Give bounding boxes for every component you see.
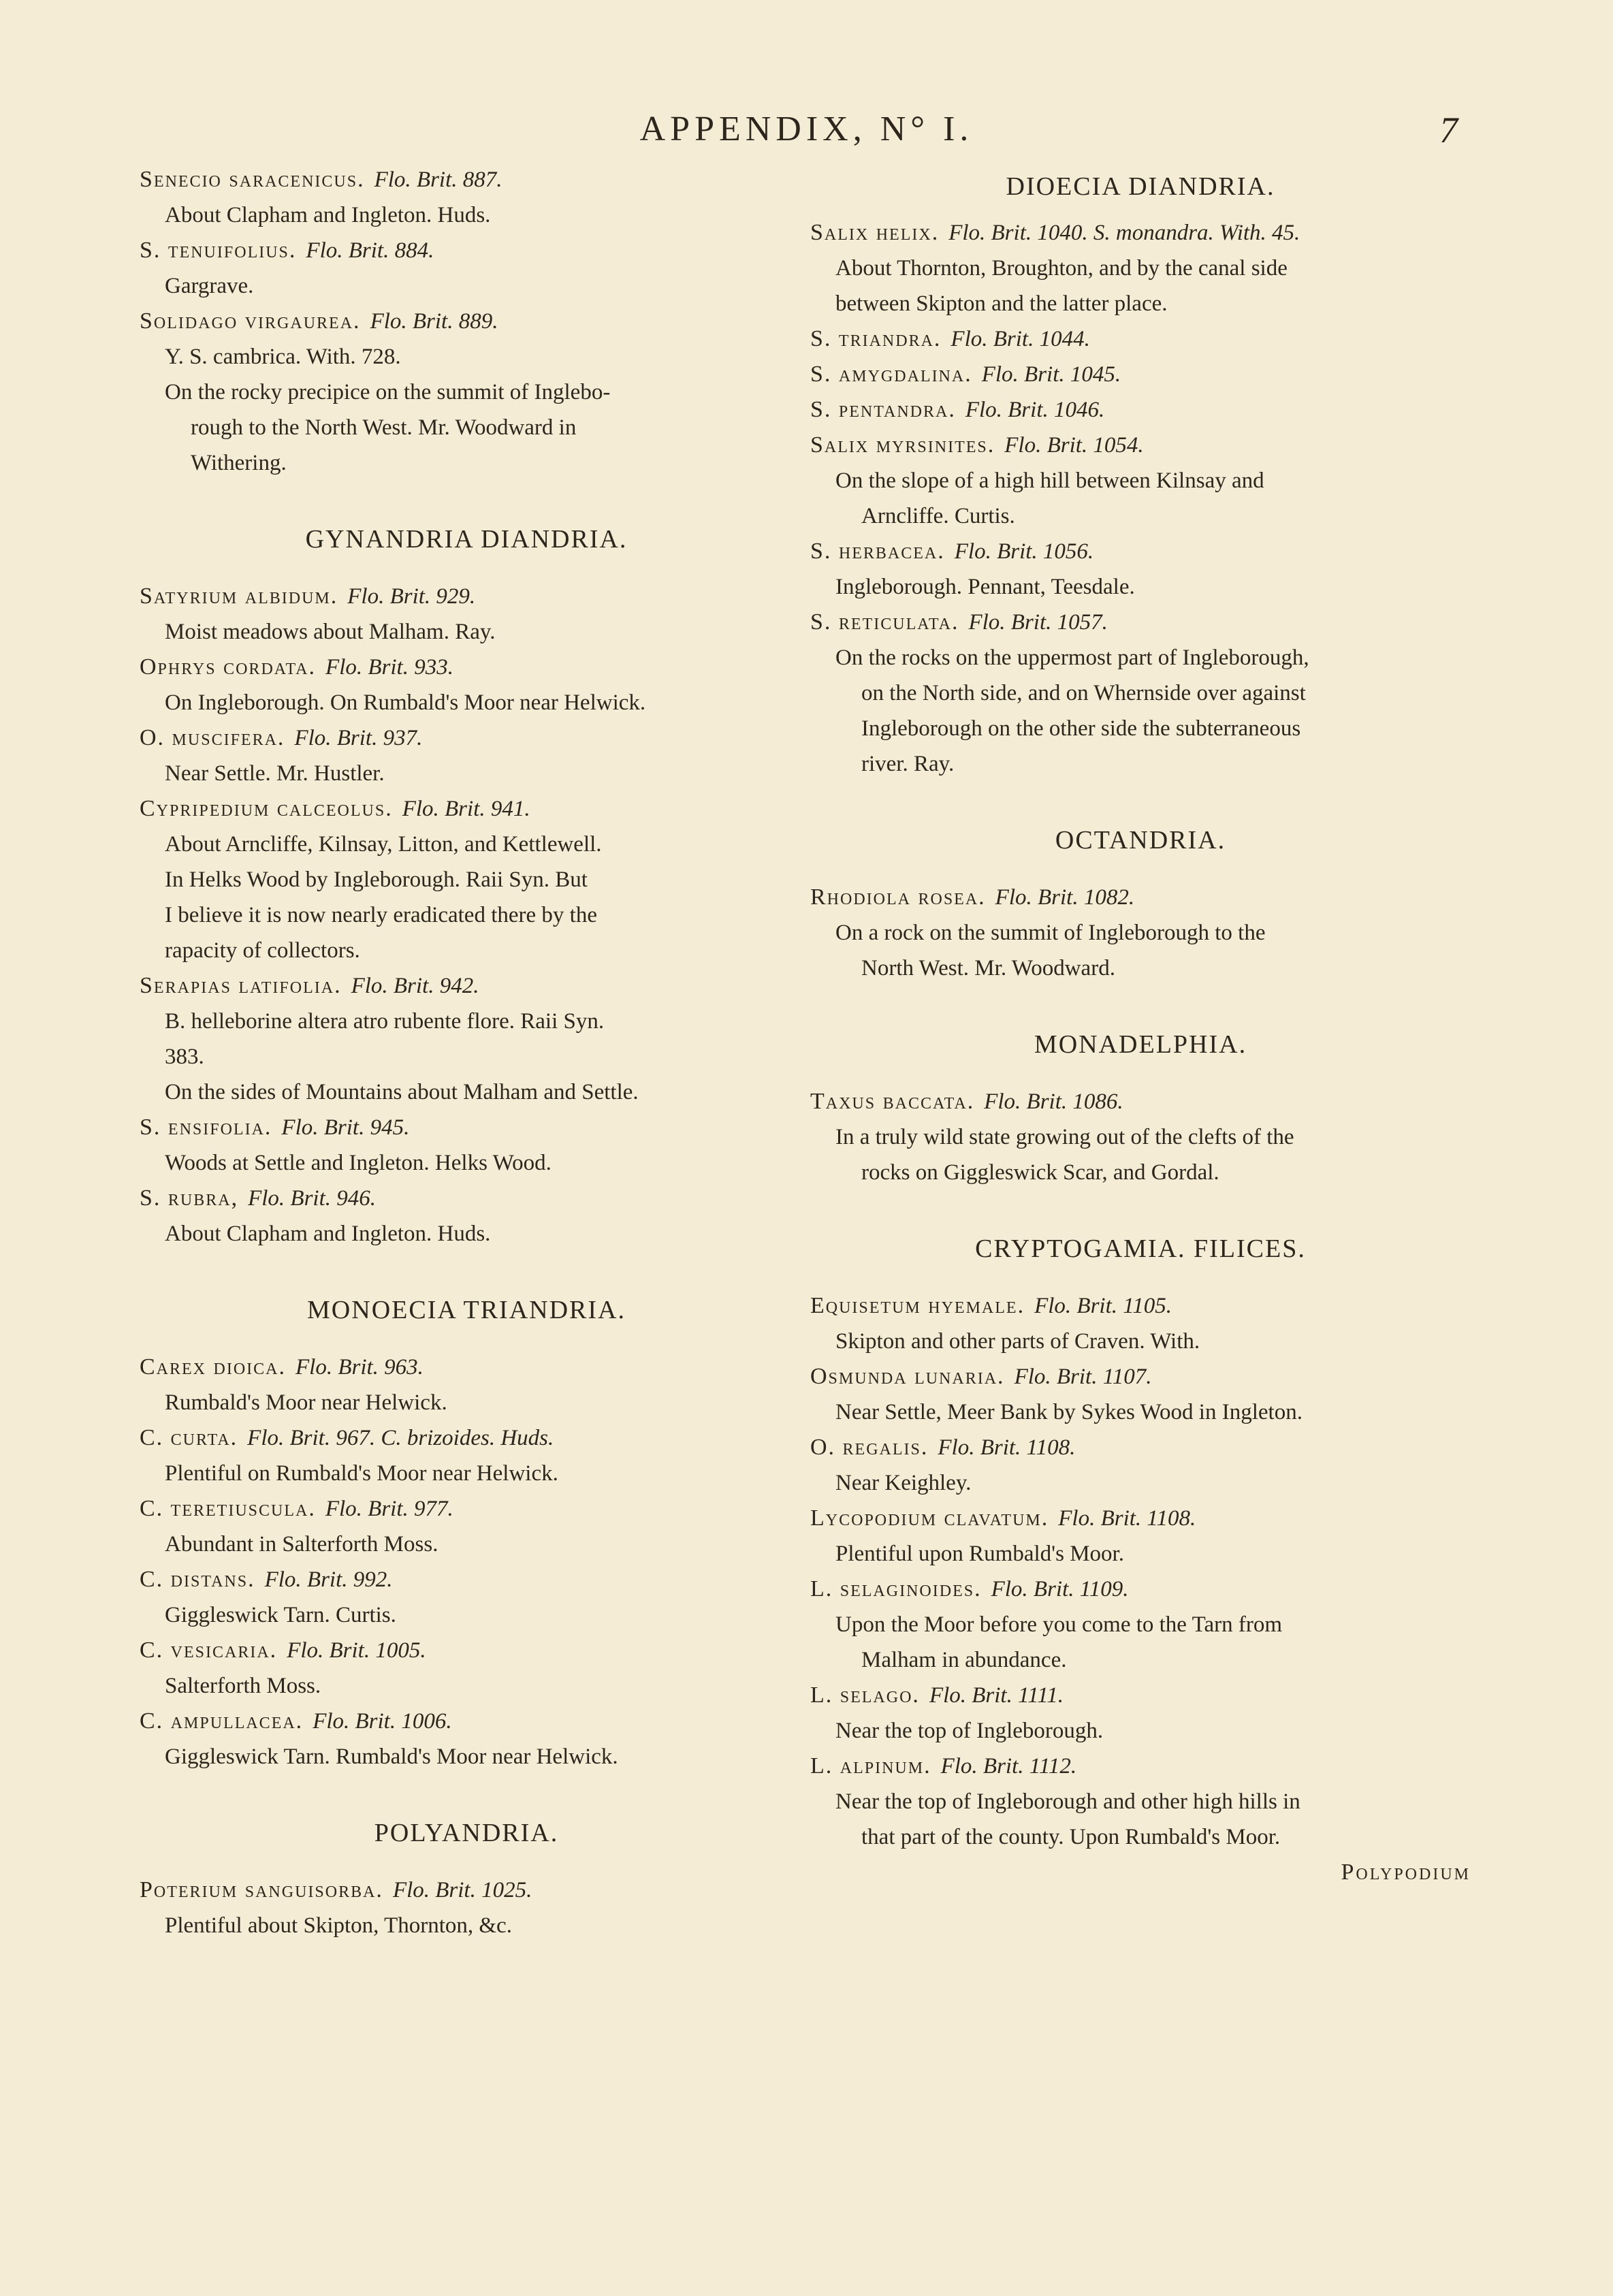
flora-reference: Flo. Brit. 1005. <box>287 1638 426 1663</box>
flora-reference: Flo. Brit. 1044. <box>951 327 1090 351</box>
locality-line: Moist meadows about Malham. Ray. <box>165 620 496 644</box>
flora-reference: Flo. Brit. 1025. <box>392 1878 532 1902</box>
locality-line: river. Ray. <box>861 752 955 776</box>
entry-o-regalis <box>810 1430 1471 1501</box>
flora-reference: Flo. Brit. 945. <box>281 1115 410 1140</box>
locality-line: Woods at Settle and Ingleton. Helks Wood. <box>165 1151 552 1175</box>
catchword: Polypodium <box>1341 1860 1471 1885</box>
species-name: Salix helix. <box>810 220 940 245</box>
species-name: Serapias latifolia. <box>140 973 342 998</box>
locality-line: On the rocks on the uppermost part of Ingleborough, <box>835 645 1309 670</box>
flora-reference: Flo. Brit. 929. <box>347 584 476 609</box>
species-name: S. reticulata. <box>810 609 959 635</box>
species-name: Carex dioica. <box>140 1354 286 1380</box>
locality-line: Rumbald's Moor near Helwick. <box>165 1390 447 1415</box>
locality-line: Upon the Moor before you come to the Tarn from <box>835 1612 1282 1637</box>
flora-reference: Flo. Brit. 1045. <box>981 362 1121 387</box>
species-name: Solidago virgaurea. <box>140 308 361 334</box>
species-name: O. muscifera. <box>140 725 285 750</box>
locality-line: North West. Mr. Woodward. <box>861 956 1115 980</box>
locality-line: About Clapham and Ingleton. Huds. <box>165 203 491 227</box>
locality-line: Near Settle, Meer Bank by Sykes Wood in Ingleton. <box>835 1400 1303 1424</box>
locality-line: Skipton and other parts of Craven. With. <box>835 1329 1200 1354</box>
section-title: MONADELPHIA. <box>1034 1030 1247 1059</box>
entry-l-alpinum <box>810 1749 1471 1855</box>
running-head: APPENDIX, N° I. <box>639 110 974 148</box>
entry-solidago-virgaurea <box>140 304 793 481</box>
species-name: S. tenuifolius. <box>140 238 297 263</box>
species-name: C. distans. <box>140 1567 255 1592</box>
locality-line: that part of the county. Upon Rumbald's Moor. <box>861 1825 1281 1849</box>
species-name: S. amygdalina. <box>810 362 972 387</box>
locality-line: About Clapham and Ingleton. Huds. <box>165 1222 491 1246</box>
locality-line: On the rocky precipice on the summit of Inglebo- <box>165 380 611 404</box>
species-name: Taxus baccata. <box>810 1089 975 1114</box>
entry-senecio-saracenicus <box>140 162 793 233</box>
entry-carex-dioica <box>140 1350 793 1420</box>
flora-reference: Flo. Brit. 933. <box>325 655 453 680</box>
locality-line: Near Settle. Mr. Hustler. <box>165 761 385 786</box>
section-polyandria <box>140 1815 793 1943</box>
species-name: Salix myrsinites. <box>810 432 995 458</box>
species-name: Lycopodium clavatum. <box>810 1505 1049 1531</box>
species-name: L. selago. <box>810 1683 920 1708</box>
locality-line: Near the top of Ingleborough. <box>835 1719 1104 1743</box>
flora-reference: Flo. Brit. 1046. <box>965 398 1105 422</box>
entry-c-curta <box>140 1420 793 1491</box>
species-name: Poterium sanguisorba. <box>140 1877 383 1902</box>
flora-reference: Flo. Brit. 1105. <box>1034 1294 1172 1318</box>
section-title: OCTANDRIA. <box>1055 826 1226 855</box>
locality-line: On a rock on the summit of Ingleborough to the <box>835 921 1266 945</box>
locality-line: Giggleswick Tarn. Rumbald's Moor near Helwick. <box>165 1744 618 1769</box>
species-name: S. rubra, <box>140 1185 239 1211</box>
locality-line: rapacity of collectors. <box>165 938 360 963</box>
section-cryptogamia-filices <box>810 1231 1471 1855</box>
entry-equisetum-hyemale <box>810 1288 1471 1359</box>
entry-c-distans <box>140 1562 793 1633</box>
locality-line: Near the top of Ingleborough and other high hills in <box>835 1789 1300 1814</box>
flora-reference: Flo. Brit. 967. C. brizoides. Huds. <box>247 1426 554 1450</box>
entry-taxus-baccata <box>810 1084 1471 1190</box>
species-name: S. ensifolia. <box>140 1115 272 1140</box>
species-name: Osmunda lunaria. <box>810 1364 1005 1389</box>
species-name: O. regalis. <box>810 1435 929 1460</box>
section-octandria <box>810 823 1471 986</box>
entry-s-tenuifolius <box>140 233 793 304</box>
flora-reference: Flo. Brit. 1054. <box>1004 433 1144 458</box>
species-name: L. selaginoides. <box>810 1576 982 1601</box>
locality-line: Salterforth Moss. <box>165 1674 321 1698</box>
locality-line: Arncliffe. Curtis. <box>861 504 1015 528</box>
species-name: S. herbacea. <box>810 539 945 564</box>
entry-s-pentandra <box>810 392 1471 428</box>
flora-reference: Flo. Brit. 1109. <box>991 1577 1129 1601</box>
species-name: C. vesicaria. <box>140 1638 278 1663</box>
entry-s-ensifolia <box>140 1110 793 1181</box>
locality-line: Ingleborough on the other side the subterraneous <box>861 716 1301 741</box>
locality-line: About Thornton, Broughton, and by the canal side <box>835 256 1288 281</box>
locality-line: Malham in abundance. <box>861 1648 1067 1672</box>
entry-poterium-sanguisorba <box>140 1872 793 1943</box>
locality-line: between Skipton and the latter place. <box>835 291 1168 316</box>
left-column <box>140 162 793 1943</box>
locality-line: on the North side, and on Whernside over against <box>861 681 1306 705</box>
flora-reference: Flo. Brit. 1112. <box>940 1754 1077 1779</box>
locality-line: About Arncliffe, Kilnsay, Litton, and Kettlewell. <box>165 832 602 857</box>
section-monoecia-triandria <box>140 1292 793 1774</box>
locality-line: Abundant in Salterforth Moss. <box>165 1532 438 1557</box>
entry-cypripedium-calceolus <box>140 791 793 968</box>
locality-line: Plentiful about Skipton, Thornton, &c. <box>165 1913 512 1938</box>
flora-reference: Flo. Brit. 937. <box>294 726 423 750</box>
locality-line: On Ingleborough. On Rumbald's Moor near Helwick. <box>165 690 646 715</box>
entry-c-teretiuscula <box>140 1491 793 1562</box>
flora-reference: Flo. Brit. 1108. <box>1058 1506 1196 1531</box>
flora-reference: Flo. Brit. 946. <box>248 1186 377 1211</box>
species-name: L. alpinum. <box>810 1753 931 1779</box>
locality-line: In a truly wild state growing out of the clefts of the <box>835 1125 1294 1149</box>
locality-line: I believe it is now nearly eradicated there by the <box>165 903 597 927</box>
entry-s-rubra <box>140 1181 793 1251</box>
flora-reference: Flo. Brit. 1111. <box>929 1683 1064 1708</box>
entry-salix-myrsinites <box>810 428 1471 534</box>
locality-line: Gargrave. <box>165 274 254 298</box>
section-title: POLYANDRIA. <box>374 1819 559 1847</box>
species-name: C. ampullacea. <box>140 1708 304 1734</box>
flora-reference: Flo. Brit. 887. <box>374 168 502 192</box>
section-gynandria-diandria <box>140 522 793 1251</box>
locality-line: rough to the North West. Mr. Woodward in <box>191 415 577 440</box>
section-title: MONOECIA TRIANDRIA. <box>307 1296 626 1324</box>
species-name: C. curta. <box>140 1425 238 1450</box>
entry-rhodiola-rosea <box>810 880 1471 986</box>
section-title: DIOECIA DIANDRIA. <box>1006 172 1275 201</box>
entry-serapias-latifolia <box>140 968 793 1110</box>
flora-reference: Flo. Brit. 1056. <box>954 539 1094 564</box>
locality-line: Ingleborough. Pennant, Teesdale. <box>835 575 1135 599</box>
locality-line: In Helks Wood by Ingleborough. Raii Syn. But <box>165 867 588 892</box>
locality-line: Withering. <box>191 451 287 475</box>
species-name: Senecio saracenicus. <box>140 167 365 192</box>
entry-c-ampullacea <box>140 1704 793 1774</box>
entry-ophrys-cordata <box>140 650 793 720</box>
section-title: CRYPTOGAMIA. FILICES. <box>975 1234 1306 1263</box>
flora-reference: Flo. Brit. 889. <box>370 309 498 334</box>
entry-osmunda-lunaria <box>810 1359 1471 1430</box>
locality-line: Giggleswick Tarn. Curtis. <box>165 1603 396 1627</box>
locality-line: On the slope of a high hill between Kilnsay and <box>835 468 1264 493</box>
flora-reference: Flo. Brit. 1107. <box>1014 1365 1152 1389</box>
flora-reference: Flo. Brit. 963. <box>296 1355 424 1380</box>
locality-line: 383. <box>165 1045 204 1069</box>
locality-line: Plentiful upon Rumbald's Moor. <box>835 1542 1124 1566</box>
entry-c-vesicaria <box>140 1633 793 1704</box>
species-name: Ophrys cordata. <box>140 654 317 680</box>
flora-reference: Flo. Brit. 1086. <box>984 1089 1123 1114</box>
species-name: Cypripedium calceolus. <box>140 796 393 821</box>
flora-reference: Flo. Brit. 977. <box>325 1497 453 1521</box>
locality-line: Y. S. cambrica. With. 728. <box>165 345 401 369</box>
entry-l-selaginoides <box>810 1572 1471 1678</box>
section-monadelphia <box>810 1027 1471 1190</box>
flora-reference: Flo. Brit. 942. <box>351 974 479 998</box>
flora-reference: Flo. Brit. 884. <box>306 238 434 263</box>
entry-s-reticulata <box>810 605 1471 782</box>
flora-reference: Flo. Brit. 1040. S. monandra. With. 45. <box>948 221 1300 245</box>
flora-reference: Flo. Brit. 941. <box>402 797 530 821</box>
entry-s-triandra <box>810 321 1471 357</box>
entry-s-amygdalina <box>810 357 1471 392</box>
entry-l-selago <box>810 1678 1471 1749</box>
species-name: Equisetum hyemale. <box>810 1293 1025 1318</box>
flora-reference: Flo. Brit. 1057. <box>968 610 1108 635</box>
left-top-entries <box>140 162 793 481</box>
entry-satyrium-albidum <box>140 579 793 650</box>
locality-line: B. helleborine altera atro rubente flore. Raii Syn. <box>165 1009 605 1034</box>
species-name: C. teretiuscula. <box>140 1496 316 1521</box>
entry-o-muscifera <box>140 720 793 791</box>
species-name: S. triandra. <box>810 326 942 351</box>
entry-s-herbacea <box>810 534 1471 605</box>
section-dioecia-diandria <box>810 169 1471 782</box>
species-name: Satyrium albidum. <box>140 584 338 609</box>
locality-line: rocks on Giggleswick Scar, and Gordal. <box>861 1160 1219 1185</box>
entry-lycopodium-clavatum <box>810 1501 1471 1572</box>
flora-reference: Flo. Brit. 1006. <box>313 1709 452 1734</box>
section-title: GYNANDRIA DIANDRIA. <box>305 525 628 554</box>
locality-line: Near Keighley. <box>835 1471 972 1495</box>
page-number: 7 <box>1439 110 1458 150</box>
locality-line: On the sides of Mountains about Malham and Settle. <box>165 1080 639 1104</box>
flora-reference: Flo. Brit. 1082. <box>995 885 1135 910</box>
flora-reference: Flo. Brit. 1108. <box>938 1435 1076 1460</box>
entry-salix-helix <box>810 215 1471 321</box>
locality-line: Plentiful on Rumbald's Moor near Helwick. <box>165 1461 558 1486</box>
right-column <box>810 162 1471 1890</box>
species-name: S. pentandra. <box>810 397 956 422</box>
page-header <box>0 109 1613 157</box>
species-name: Rhodiola rosea. <box>810 884 986 910</box>
flora-reference: Flo. Brit. 992. <box>264 1567 393 1592</box>
